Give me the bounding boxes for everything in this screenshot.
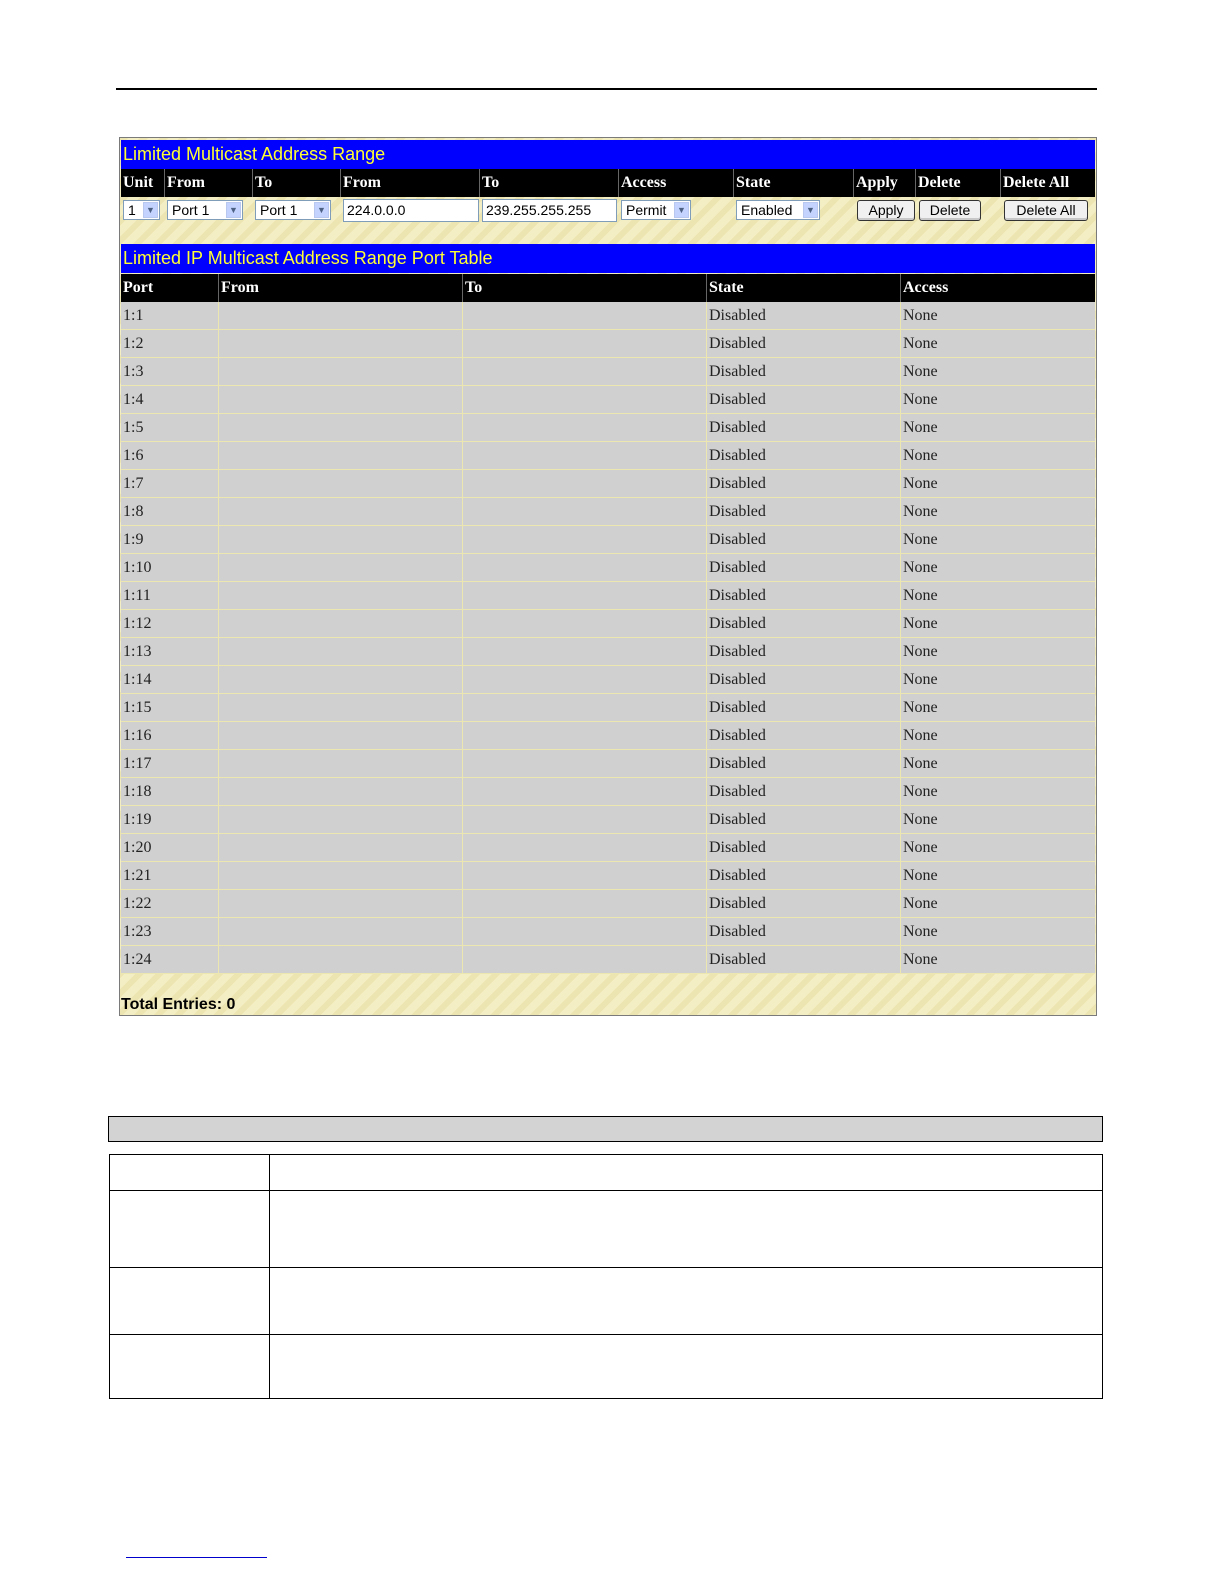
state-cell: Disabled: [707, 302, 901, 329]
header-from-port: From: [165, 169, 253, 197]
to-cell: [463, 526, 707, 553]
state-cell: Disabled: [707, 694, 901, 721]
description-column-divider: [269, 1155, 270, 1398]
header-state: State: [734, 169, 854, 197]
from-cell: [219, 806, 463, 833]
state-cell: Disabled: [707, 498, 901, 525]
state-cell: Disabled: [707, 834, 901, 861]
port-cell: 1:12: [121, 610, 219, 637]
table-row: [121, 750, 1095, 778]
from-cell: [219, 442, 463, 469]
chevron-down-icon[interactable]: ▼: [674, 202, 689, 218]
access-cell: None: [903, 559, 938, 576]
port-cell: 1:3: [121, 358, 219, 385]
header-delete-all: Delete All: [1003, 174, 1070, 191]
state-cell: Disabled: [707, 610, 901, 637]
to-cell: [463, 358, 707, 385]
access-select-value: Permit: [626, 202, 667, 218]
to-port-select[interactable]: [255, 200, 331, 220]
access-cell: None: [903, 643, 938, 660]
table-row: [121, 806, 1095, 834]
state-cell: Disabled: [707, 666, 901, 693]
state-cell: Disabled: [707, 470, 901, 497]
table-row: [121, 918, 1095, 946]
access-cell: None: [903, 475, 938, 492]
from-ip-input[interactable]: 224.0.0.0: [343, 199, 479, 222]
access-cell: None: [903, 783, 938, 800]
chevron-down-icon[interactable]: ▼: [314, 202, 329, 218]
to-cell: [463, 946, 707, 973]
table-row: [121, 638, 1095, 666]
access-cell: None: [903, 923, 938, 940]
port-table-body: [121, 302, 1095, 974]
table-row: [121, 862, 1095, 890]
from-cell: [219, 498, 463, 525]
port-cell: 1:21: [121, 862, 219, 889]
header-unit: Unit: [121, 169, 165, 197]
table-row: [121, 526, 1095, 554]
port-cell: 1:22: [121, 890, 219, 917]
table-row: [121, 386, 1095, 414]
from-cell: [219, 330, 463, 357]
port-cell: 1:10: [121, 554, 219, 581]
table-row: [121, 890, 1095, 918]
table-row: [121, 834, 1095, 862]
table-row: [121, 302, 1095, 330]
from-cell: [219, 470, 463, 497]
header-to-port: To: [253, 169, 341, 197]
state-cell: Disabled: [707, 414, 901, 441]
table-row: [121, 442, 1095, 470]
port-cell: 1:20: [121, 834, 219, 861]
state-select[interactable]: [736, 200, 820, 220]
state-select-value: Enabled: [741, 202, 793, 218]
state-cell: Disabled: [707, 638, 901, 665]
port-cell: 1:15: [121, 694, 219, 721]
chevron-down-icon[interactable]: ▼: [143, 202, 158, 218]
from-cell: [219, 610, 463, 637]
access-cell: None: [903, 727, 938, 744]
header-from-ip: From: [341, 169, 480, 197]
chevron-down-icon[interactable]: ▼: [226, 202, 241, 218]
access-cell: None: [903, 699, 938, 716]
access-cell: None: [903, 503, 938, 520]
state-cell: Disabled: [707, 442, 901, 469]
to-cell: [463, 442, 707, 469]
settings-control-row: [121, 197, 1095, 225]
access-cell: None: [903, 447, 938, 464]
access-cell: None: [903, 867, 938, 884]
from-cell: [219, 386, 463, 413]
to-cell: [463, 302, 707, 329]
port-cell: 1:5: [121, 414, 219, 441]
from-cell: [219, 918, 463, 945]
state-cell: Disabled: [707, 526, 901, 553]
apply-button[interactable]: Apply: [857, 200, 915, 221]
table-row: [121, 414, 1095, 442]
state-cell: Disabled: [707, 554, 901, 581]
footer-link-underline: [126, 1557, 267, 1558]
state-cell: Disabled: [707, 946, 901, 973]
state-cell: Disabled: [707, 358, 901, 385]
table-row: [121, 694, 1095, 722]
port-cell: 1:4: [121, 386, 219, 413]
unit-select[interactable]: [123, 200, 160, 220]
from-cell: [219, 638, 463, 665]
from-cell: [219, 890, 463, 917]
header-port: Port: [121, 274, 219, 302]
to-cell: [463, 470, 707, 497]
port-cell: 1:14: [121, 666, 219, 693]
port-cell: 1:19: [121, 806, 219, 833]
table-row: [121, 778, 1095, 806]
description-row-divider: [110, 1190, 1102, 1191]
state-cell: Disabled: [707, 806, 901, 833]
table-row: [121, 666, 1095, 694]
to-cell: [463, 666, 707, 693]
to-cell: [463, 638, 707, 665]
table-row: [121, 582, 1095, 610]
access-cell: None: [903, 335, 938, 352]
table-row: [121, 358, 1095, 386]
section-title-port-table: Limited IP Multicast Address Range Port Table: [121, 244, 1095, 273]
from-port-select[interactable]: [167, 200, 243, 220]
section-title-limited-multicast-range: Limited Multicast Address Range: [121, 140, 1095, 169]
from-cell: [219, 554, 463, 581]
access-cell: None: [903, 811, 938, 828]
access-cell: None: [903, 895, 938, 912]
to-cell: [463, 694, 707, 721]
access-cell: None: [903, 951, 938, 968]
access-select[interactable]: [621, 200, 691, 220]
table-row: [121, 610, 1095, 638]
port-cell: 1:6: [121, 442, 219, 469]
header-delete: Delete: [916, 169, 1001, 197]
header-port-access: Access: [903, 279, 949, 296]
from-cell: [219, 414, 463, 441]
description-row-divider: [110, 1267, 1102, 1268]
delete-all-button[interactable]: Delete All: [1004, 200, 1088, 221]
access-cell: None: [903, 671, 938, 688]
from-port-select-value: Port 1: [172, 202, 210, 218]
from-cell: [219, 302, 463, 329]
port-cell: 1:17: [121, 750, 219, 777]
access-cell: None: [903, 531, 938, 548]
from-cell: [219, 582, 463, 609]
delete-button[interactable]: Delete: [919, 200, 981, 221]
page-top-rule: [116, 88, 1097, 90]
access-cell: None: [903, 307, 938, 324]
multicast-range-panel: [119, 137, 1097, 1016]
state-cell: Disabled: [707, 386, 901, 413]
to-cell: [463, 582, 707, 609]
to-cell: [463, 834, 707, 861]
from-cell: [219, 666, 463, 693]
to-cell: [463, 554, 707, 581]
port-cell: 1:8: [121, 498, 219, 525]
state-cell: Disabled: [707, 330, 901, 357]
to-cell: [463, 414, 707, 441]
from-cell: [219, 834, 463, 861]
access-cell: None: [903, 615, 938, 632]
table-row: [121, 722, 1095, 750]
state-cell: Disabled: [707, 890, 901, 917]
port-cell: 1:23: [121, 918, 219, 945]
port-cell: 1:1: [121, 302, 219, 329]
from-cell: [219, 358, 463, 385]
header-access: Access: [619, 169, 734, 197]
to-cell: [463, 330, 707, 357]
from-cell: [219, 778, 463, 805]
table-row: [121, 946, 1095, 974]
description-table: [109, 1154, 1103, 1399]
settings-header-row: [121, 169, 1095, 197]
from-cell: [219, 722, 463, 749]
to-cell: [463, 750, 707, 777]
port-cell: 1:18: [121, 778, 219, 805]
from-cell: [219, 750, 463, 777]
to-cell: [463, 862, 707, 889]
to-cell: [463, 890, 707, 917]
state-cell: Disabled: [707, 582, 901, 609]
to-cell: [463, 610, 707, 637]
table-row: [121, 498, 1095, 526]
port-cell: 1:2: [121, 330, 219, 357]
port-cell: 1:7: [121, 470, 219, 497]
to-cell: [463, 386, 707, 413]
from-cell: [219, 862, 463, 889]
state-cell: Disabled: [707, 918, 901, 945]
to-ip-input[interactable]: 239.255.255.255: [482, 199, 617, 222]
state-cell: Disabled: [707, 778, 901, 805]
access-cell: None: [903, 587, 938, 604]
to-cell: [463, 722, 707, 749]
chevron-down-icon[interactable]: ▼: [803, 202, 818, 218]
unit-select-value: 1: [128, 202, 136, 218]
state-cell: Disabled: [707, 750, 901, 777]
description-table-header: [108, 1116, 1103, 1142]
state-cell: Disabled: [707, 722, 901, 749]
access-cell: None: [903, 839, 938, 856]
from-cell: [219, 526, 463, 553]
header-range-from: From: [219, 274, 463, 302]
port-cell: 1:16: [121, 722, 219, 749]
port-cell: 1:11: [121, 582, 219, 609]
header-to-ip: To: [480, 169, 619, 197]
port-cell: 1:9: [121, 526, 219, 553]
total-entries: Total Entries: 0: [121, 996, 236, 1013]
port-cell: 1:13: [121, 638, 219, 665]
to-port-select-value: Port 1: [260, 202, 298, 218]
to-cell: [463, 778, 707, 805]
to-cell: [463, 806, 707, 833]
port-table-header-row: [121, 274, 1095, 302]
to-cell: [463, 498, 707, 525]
description-row-divider: [110, 1334, 1102, 1335]
header-apply: Apply: [854, 169, 916, 197]
table-row: [121, 470, 1095, 498]
to-cell: [463, 918, 707, 945]
table-row: [121, 330, 1095, 358]
from-cell: [219, 694, 463, 721]
table-row: [121, 554, 1095, 582]
access-cell: None: [903, 363, 938, 380]
header-range-to: To: [463, 274, 707, 302]
state-cell: Disabled: [707, 862, 901, 889]
access-cell: None: [903, 755, 938, 772]
access-cell: None: [903, 391, 938, 408]
header-port-state: State: [707, 274, 901, 302]
access-cell: None: [903, 419, 938, 436]
port-cell: 1:24: [121, 946, 219, 973]
from-cell: [219, 946, 463, 973]
